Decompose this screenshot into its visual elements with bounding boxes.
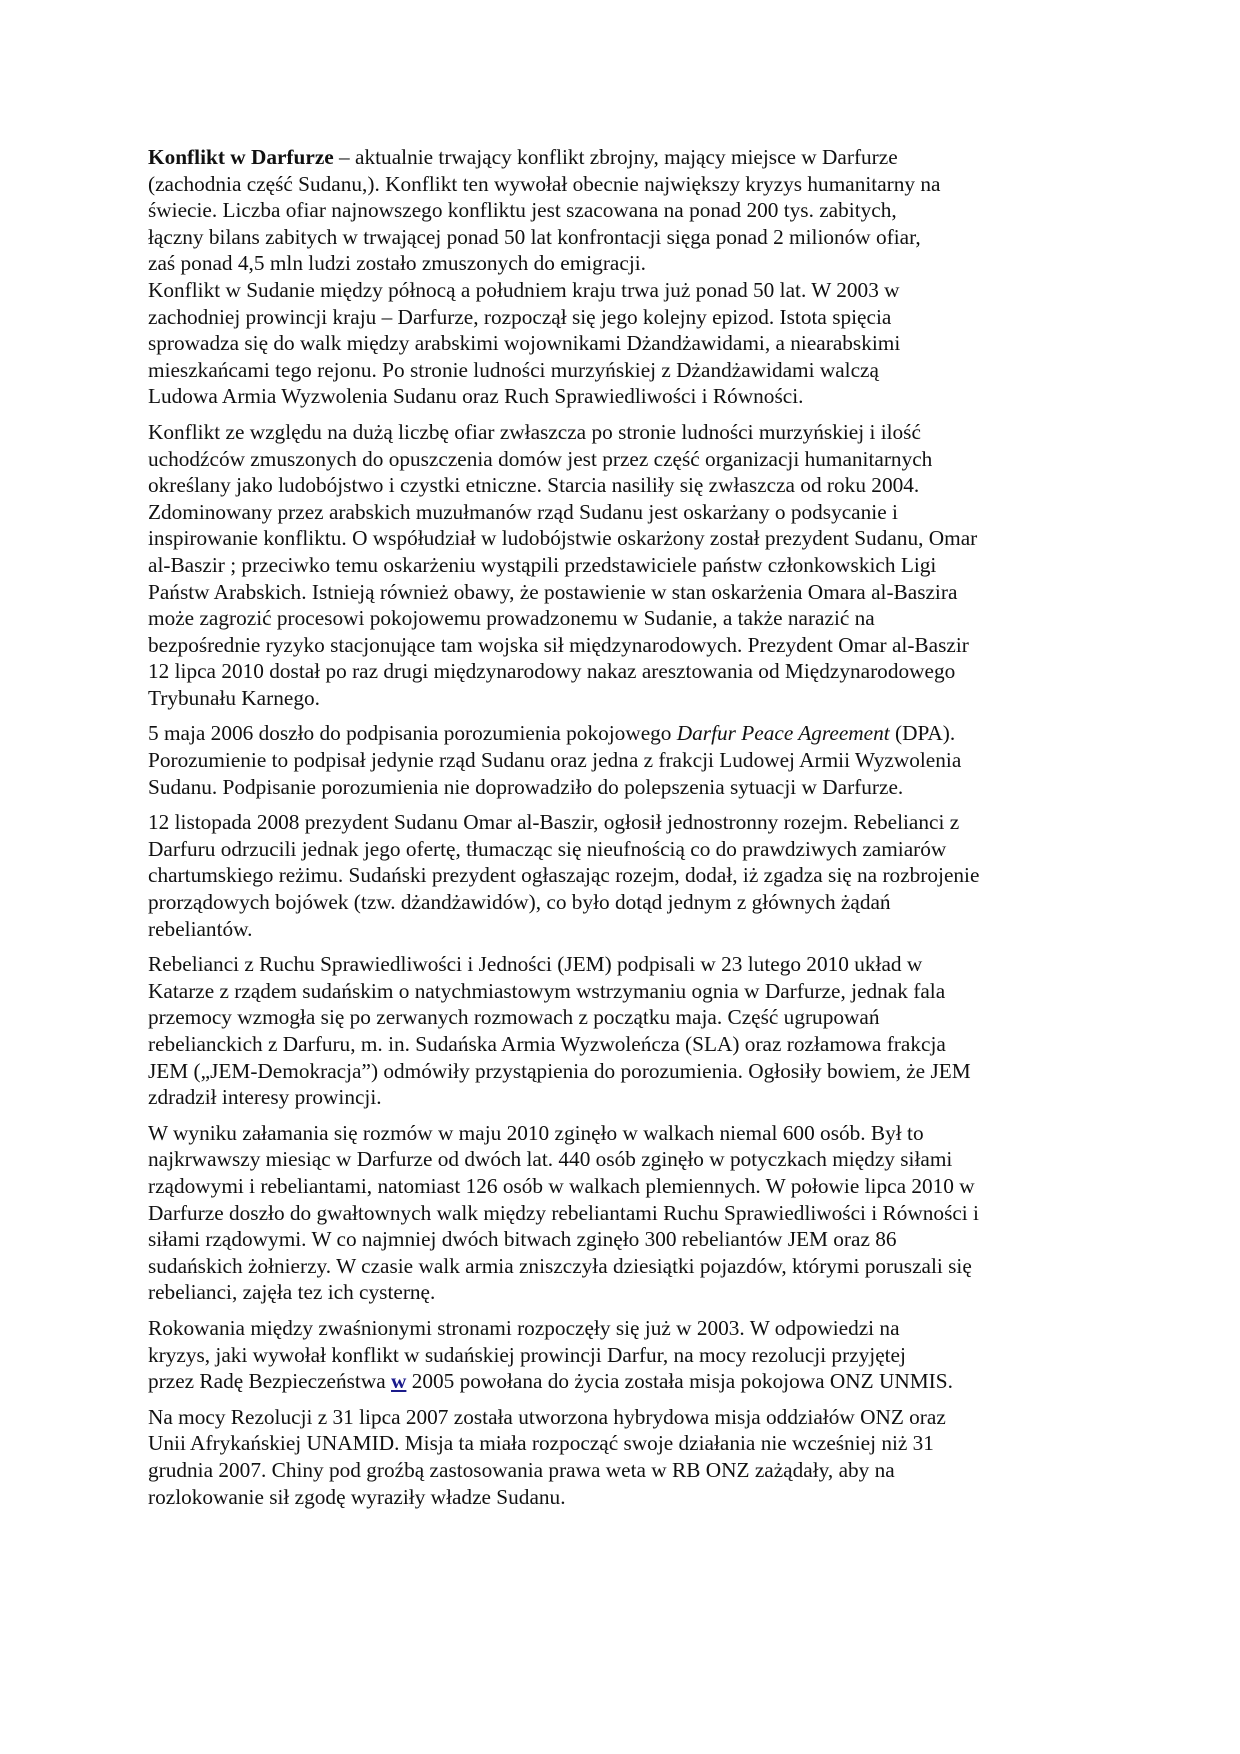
text-line: Konflikt ze względu na dużą liczbę ofiar zwłaszcza po stronie ludności murzyńskiej i ilość	[148, 419, 921, 444]
text-line: Darfurze doszło do gwałtownych walk między rebeliantami Ruchu Sprawiedliwości i Równości i	[148, 1200, 979, 1225]
text-line: Konflikt w Sudanie między północą a południem kraju trwa już ponad 50 lat. W 2003 w	[148, 277, 900, 302]
text-line: Unii Afrykańskiej UNAMID. Misja ta miała rozpocząć swoje działania nie wcześniej niż 31	[148, 1431, 934, 1456]
text-line: Porozumienie to podpisał jedynie rząd Sudanu oraz jedna z frakcji Ludowej Armii Wyzwolenia	[148, 748, 962, 773]
text-line: najkrwawszy miesiąc w Darfurze od dwóch lat. 440 osób zginęło w potyczkach między siłami	[148, 1147, 953, 1172]
text-line: sudańskich żołnierzy. W czasie walk armia zniszczyła dziesiątki pojazdów, którymi poruszali się	[148, 1253, 972, 1278]
text-line: 12 lipca 2010 dostał po raz drugi międzynarodowy nakaz aresztowania od Międzynarodowego	[148, 659, 956, 684]
text-line: może zagrozić procesowi pokojowemu prowadzonemu w Sudanie, a także narazić na	[148, 606, 875, 631]
text-line: W wyniku załamania się rozmów w maju 2010 zginęło w walkach niemal 600 osób. Był to	[148, 1120, 924, 1145]
paragraph-negotiations	[148, 1315, 1098, 1395]
text-line: JEM („JEM-Demokracja”) odmówiły przystąpienia do porozumienia. Ogłosiły bowiem, że JEM	[148, 1058, 971, 1083]
text-line: rządowymi i rebeliantami, natomiast 126 osób w walkach plemiennych. W połowie lipca 2010 w	[148, 1173, 975, 1198]
text-line: chartumskiego reżimu. Sudański prezydent ogłaszając rozejm, dodał, iż zgadza się na rozbrojenie	[148, 863, 980, 888]
paragraph-genocide	[148, 419, 1098, 712]
paragraph-ceasefire-2008	[148, 809, 1098, 942]
text-line: przemocy wzmogła się po zerwanych rozmowach z początku maja. Część ugrupowań	[148, 1005, 880, 1030]
text-line: Katarze z rządem sudańskim o natychmiastowym wstrzymaniu ognia w Darfurze, jednak fala	[148, 978, 946, 1003]
text-line: bezpośrednie ryzyko stacjonujące tam wojska sił międzynarodowych. Prezydent Omar al-Baszir	[148, 632, 969, 657]
text-line: Konflikt w Darfurze – aktualnie trwający konflikt zbrojny, mający miejsce w Darfurze	[148, 145, 898, 169]
text-line: prorządowych bojówek (tzw. dżandżawidów), co było dotąd jednym z głównych żądań	[148, 890, 891, 915]
paragraph-jem-2010	[148, 951, 1098, 1111]
text-line: grudnia 2007. Chiny pod groźbą zastosowania prawa weta w RB ONZ zażądały, aby na	[148, 1457, 895, 1482]
text-line: łączny bilans zabitych w trwającej ponad 50 lat konfrontacji sięga ponad 2 milionów ofiar,	[148, 224, 921, 249]
text-line: Sudanu. Podpisanie porozumienia nie doprowadziło do polepszenia sytuacji w Darfurze.	[148, 774, 904, 799]
text-line: mieszkańcami tego rejonu. Po stronie ludności murzyńskiej z Dżandżawidami walczą	[148, 357, 879, 382]
text-line: przez Radę Bezpieczeństwa w 2005 powołana do życia została misja pokojowa ONZ UNMIS.	[148, 1369, 953, 1394]
text-line: Rebelianci z Ruchu Sprawiedliwości i Jedności (JEM) podpisali w 23 lutego 2010 układ w	[148, 952, 923, 977]
text-line: 12 listopada 2008 prezydent Sudanu Omar al-Baszir, ogłosił jednostronny rozejm. Rebelianci z	[148, 810, 960, 835]
text-line: Rokowania między zwaśnionymi stronami rozpoczęły się już w 2003. W odpowiedzi na	[148, 1315, 900, 1340]
text-line: inspirowanie konfliktu. O współudział w ludobójstwie oskarżony został prezydent Sudanu, Omar	[148, 526, 978, 551]
paragraph-may-2010	[148, 1120, 1098, 1306]
text-line: rebelianci, zajęła tez ich cysternę.	[148, 1280, 436, 1305]
text-line: al-Baszir ; przeciwko temu oskarżeniu wystąpili przedstawiciele państw członkowskich Ligi	[148, 552, 937, 577]
text-line: kryzys, jaki wywołał konflikt w sudańskiej prowincji Darfur, na mocy rezolucji przyjętej	[148, 1342, 906, 1367]
text-line: Darfuru odrzucili jednak jego ofertę, tłumacząc się nieufnością co do prawdziwych zamiarów	[148, 836, 947, 861]
article-title: Konflikt w Darfurze	[148, 145, 334, 169]
paragraph-unamid	[148, 1404, 1098, 1510]
text-line: Trybunału Karnego.	[148, 685, 320, 710]
text-line: zaś ponad 4,5 mln ludzi zostało zmuszonych do emigracji.	[148, 251, 646, 276]
text-line: 5 maja 2006 doszło do podpisania porozumienia pokojowego Darfur Peace Agreement (DPA).	[148, 721, 956, 746]
paragraph-intro	[148, 144, 1098, 277]
text-line: świecie. Liczba ofiar najnowszego konfliktu jest szacowana na ponad 200 tys. zabitych,	[148, 198, 897, 223]
text-line: rebelianckich z Darfuru, m. in. Sudańska Armia Wyzwoleńcza (SLA) oraz rozłamowa frakcja	[148, 1032, 946, 1056]
text-line: Ludowa Armia Wyzwolenia Sudanu oraz Ruch Sprawiedliwości i Równości.	[148, 384, 804, 409]
text-line: zdradził interesy prowincji.	[148, 1085, 382, 1110]
text-line: sprowadza się do walk między arabskimi wojownikami Dżandżawidami, a niearabskimi	[148, 331, 901, 356]
text-line: uchodźców zmuszonych do opuszczenia domów jest przez część organizacji humanitarnych	[148, 446, 933, 471]
text-line: rebeliantów.	[148, 916, 253, 941]
paragraph-north-south	[148, 277, 1098, 410]
paragraph-dpa	[148, 720, 1098, 800]
agreement-name: Darfur Peace Agreement	[676, 721, 890, 746]
text-line: Państw Arabskich. Istnieją również obawy, że postawienie w stan oskarżenia Omara al-Baszira	[148, 579, 958, 604]
text-line: zachodniej prowincji kraju – Darfurze, rozpoczął się jego kolejny epizod. Istota spięcia	[148, 304, 892, 329]
text-line: określany jako ludobójstwo i czystki etniczne. Starcia nasiliły się zwłaszcza od roku 2004.	[148, 473, 920, 498]
document-page	[148, 144, 1098, 1519]
text-line: (zachodnia część Sudanu,). Konflikt ten wywołał obecnie największy kryzys humanitarny na	[148, 171, 941, 196]
text-line: Na mocy Rezolucji z 31 lipca 2007 została utworzona hybrydowa misja oddziałów ONZ oraz	[148, 1404, 946, 1429]
text-line: Zdominowany przez arabskich muzułmanów rząd Sudanu jest oskarżany o podsycanie i	[148, 499, 898, 524]
inline-link-w[interactable]: w	[391, 1369, 407, 1394]
text-line: siłami rządowymi. W co najmniej dwóch bitwach zginęło 300 rebeliantów JEM oraz 86	[148, 1227, 897, 1252]
text-line: rozlokowanie sił zgodę wyraziły władze Sudanu.	[148, 1484, 566, 1509]
